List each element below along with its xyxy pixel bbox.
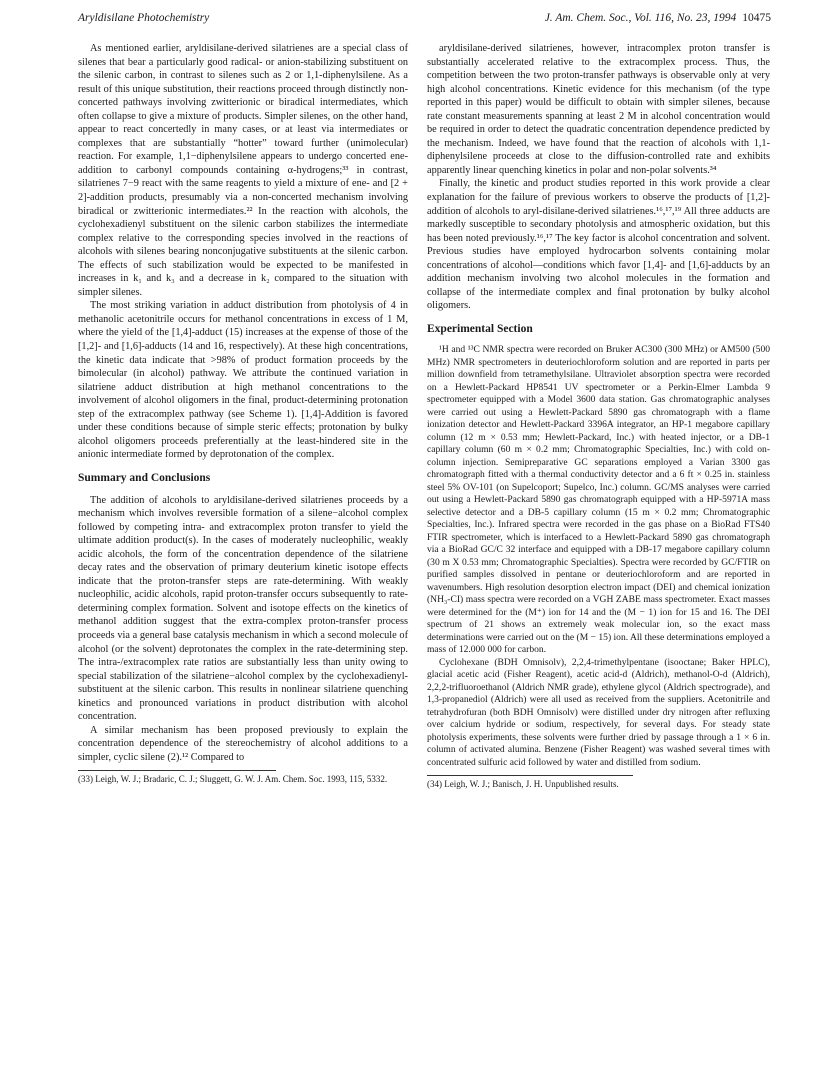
section-heading-summary: Summary and Conclusions bbox=[78, 471, 211, 484]
footnote: (34) Leigh, W. J.; Banisch, J. H. Unpublished results. bbox=[427, 779, 619, 790]
paragraph: aryldisilane-derived silatrienes, however, intracomplex proton transfer is substantially accelerated relative to the extracomplex process. Thus, the competition between the two proton-transfer pathways is observable only at very high alcohol concentrations. Kinetic evidence for this mechanism (of the type reported in this paper) would be difficult to obtain with simpler silenes, because rate constant measurements spanning at least 2 M in alcohol concentration would be required in order to detect the quadratic concentration dependence predicted by the mechanism. Indeed, we have found that the reaction of alcohols with 1,1-diphenylsilene proceeds at close to the diffusion-controlled rate and exhibits apparently linear quenching kinetics in polar and non-polar solvents.³⁴ bbox=[427, 43, 770, 176]
left-column bbox=[78, 42, 408, 786]
paragraph: The addition of alcohols to aryldisilane-derived silatrienes proceeds by a mechanism which involves reversible formation of a silene−alcohol complex followed by competing intra- and extracomplex proton transfer to yield the ultimate addition product(s). In the cases of moderately nucleophilic, weakly acidic alcohols, the form of the concentration dependence of the silatriene decay rates and the observation of primary deuterium kinetic isotope effects indicate that the proton-transfer steps are rate-determining. With weakly nucleophilic, acidic alcohols, rapid proton-transfer occurs subsequently to rate-determining complex formation. Solvent and isotope effects on the kinetics of methanol addition suggest that the extra-complex proton-transfer process proceeds via a general base catalysis mechanism in which a second molecule of alcohol (or the solvent) deprotonates the complex in the rate-determining step. The intra-/extracomplex rate ratios are substantially less than unity owing to special stabilization of the silatriene−alcohol complex by the cyclohexadienyl-substituent at the silenic carbon. This results in nonlinear silatriene quenching kinetics and pronounced variations in product distribution with alcohol concentration. bbox=[78, 494, 408, 723]
journal-info: J. Am. Chem. Soc., Vol. 116, No. 23, 1994 bbox=[544, 12, 737, 24]
section-heading-experimental: Experimental Section bbox=[427, 322, 533, 335]
paragraph: ¹H and ¹³C NMR spectra were recorded on Bruker AC300 (300 MHz) or AM500 (500 MHz) NMR spectrometers in deuteriochloroform solution and are reported in parts per million downfield from tetramethylsilane. Ultraviolet absorption spectra were recorded on a Hewlett-Packard HP8541 UV spectrometer or a Perkin-Elmer Lambda 9 spectrometer equipped with a Model 3600 data station. Gas chromatographic analyses were carried out using a Hewlett-Packard 5890 gas chromatograph with a flame ionization detector and Hewlett-Packard 3396A integrator, an HP-1 megabore capillary column (12 m × 0.53 mm; Hewlett-Packard, Inc.) with heated injector, or a DB-1 capillary column (60 m × 0.2 mm; Chromatographic Specialties, Inc.) with cold on-column injection. Semipreparative GC separations employed a Varian 3300 gas chromatograph fitted with a thermal conductivity detector and a 6 ft × 0.25 in. stainless steel 5% OV-101 (on Supelcoport; Supelco, Inc.) column. GC/MS analyses were carried out using a Hewlett-Packard 5890 gas chromatograph equipped with a HP-5971A mass selective detector and a DB-5 capillary column (15 m × 0.2 mm; Chromatographic Specialties, Inc.). Infrared spectra were recorded in the gas phase on a BioRad FTS40 FTIR spectrometer, which is interfaced to a Hewlett-Packard 5890 gas chromatograph via a BioRad GC/C 32 interface and equipped with a DB-17 megabore capillary column (30 m X 0.53 mm; Chromatographic Specialties). Spectra were recorded by GC/FTIR on purified samples dissolved in pentane or deuteriochloroform and are reported in wavenumbers. High resolution desorption electron impact (DEI) and chemical ionization (NH₃-CI) mass spectra were recorded on a VGH ZABE mass spectrometer. Exact masses were determined for the (M⁺) ion for 14 and the (M − 1) ion for 15 and 16. The DEI spectrum of 21 shows an extremely weak molecular ion, so the exact mass determinations were carried out on the (M − 15) ion. All these determinations employed a mass of 12.000 000 for carbon. bbox=[427, 344, 770, 656]
footnote-divider bbox=[78, 770, 276, 771]
paragraph: The most striking variation in adduct distribution from photolysis of 4 in methanolic acetonitrile occurs for methanol concentrations in excess of 1 M, where the yield of the [1,4]-adduct (15) increases at the expense of those of the [1,2]- and [1,6]-adducts (14 and 16, respectively). At these high concentrations, the kinetic data indicate that >98% of product formation proceeds by the bimolecular (in alcohol) pathway. We attribute the continued variation in silatriene adduct distribution at high methanol concentrations to the involvement of alcohol oligomers in the final, product-determining protonation step of the extracomplex pathway (see Scheme 1). [1,4]-Addition is favored under these conditions because of simple steric effects; protonation by bulky alcohol oligomers proceeds preferentially at the least-hindered site in the anionic intermediate formed by deprotonation of the complex. bbox=[78, 300, 408, 461]
footnote: (33) Leigh, W. J.; Bradaric, C. J.; Sluggett, G. W. J. Am. Chem. Soc. 1993, 115, 5332. bbox=[78, 774, 388, 785]
page-number: 10475 bbox=[742, 12, 771, 24]
running-header bbox=[78, 12, 771, 30]
right-column bbox=[427, 42, 770, 791]
paragraph: As mentioned earlier, aryldisilane-derived silatrienes are a special class of silenes that bear a particularly good radical- or anion-stabilizing substituent on the silenic carbon, in contrast to silenes such as 2 or 1,1-diphenylsilene. As a result of this unique substitution, their reactions proceed through distinctly non-concerted pathways involving zwitterionic or biradical intermediates, which often collapse to give a mixture of products. Simpler silenes, on the other hand, appear to react concertedly in many cases, or at least via intermediates or complexes that are substantially “hotter” toward further (unimolecular) reaction. For example, 1,1−diphenylsilene appears to undergo concerted ene-addition to carbonyl compounds containing α-hydrogens;³³ in contrast, silatrienes 7−9 react with the same reagents to yield a mixture of ene- and [2 + 2]-addition products, presumably via a non-concerted mechanism involving biradical or zwitterionic intermediates.²² In the reaction with alcohols, the cyclohexadienyl substituent on the silenic carbon stabilizes the intermediate complex relative to the corresponding species involved in the reactions of alcohols with silenes bearing nonconjugative substituents at the silenic carbon. The effects of such stabilization would be expected to be manifested in increases in k₁ and k₃ and a decrease in k₂ compared to the situation with simpler silenes. bbox=[78, 43, 408, 298]
experimental-section bbox=[427, 344, 770, 769]
paragraph: A similar mechanism has been proposed previously to explain the concentration dependence of the stereochemistry of alcohol additions to a simpler, cyclic silene (2).¹² Compared to bbox=[78, 724, 408, 763]
paragraph: Finally, the kinetic and product studies reported in this work provide a clear explanation for the failure of previous workers to observe the products of [1,2]-addition of alcohols to aryl-disilane-derived silatrienes.¹⁶,¹⁷,¹⁹ All three adducts are markedly susceptible to secondary photolysis and atmospheric oxidation, but this has been noted previously.¹⁶,¹⁷ The key factor is alcohol concentration and solvent. Previous studies have employed hydrocarbon solvents containing molar concentrations of alcohol—conditions which favor [1,4]- and [1,6]-adducts by an addition mechanism involving two alcohol molecules in the formation and collapse of the intermediate complex and final protonation by bulky alcohol oligomers. bbox=[427, 178, 770, 312]
header-left-title: Aryldisilane Photochemistry bbox=[78, 12, 210, 24]
header-journal-citation bbox=[545, 12, 771, 24]
paragraph: Cyclohexane (BDH Omnisolv), 2,2,4-trimethylpentane (isooctane; Baker HPLC), glacial acetic acid (Fisher Reagent), acetic acid-d (Aldrich), methanol-O-d (Aldrich), 2,2,2-trifluoroethanol (Aldrich NMR grade), ethylene glycol (Aldrich spectrograde), and 1,3-propanediol (Aldrich) were all used as received from the suppliers. Acetonitrile and tetrahydrofuran (both BDH Omnisolv) were distilled under dry nitrogen after refluxing over calcium hydride or sodium, respectively, for several days. For steady state photolysis experiments, these solvents were further dried by passage through a 1 × 6 in. column of activated alumina. Benzene (Fisher Reagent) was washed several times with concentrated sulfuric acid followed by water and distilled from sodium. bbox=[427, 656, 770, 768]
footnote-divider bbox=[427, 775, 633, 776]
